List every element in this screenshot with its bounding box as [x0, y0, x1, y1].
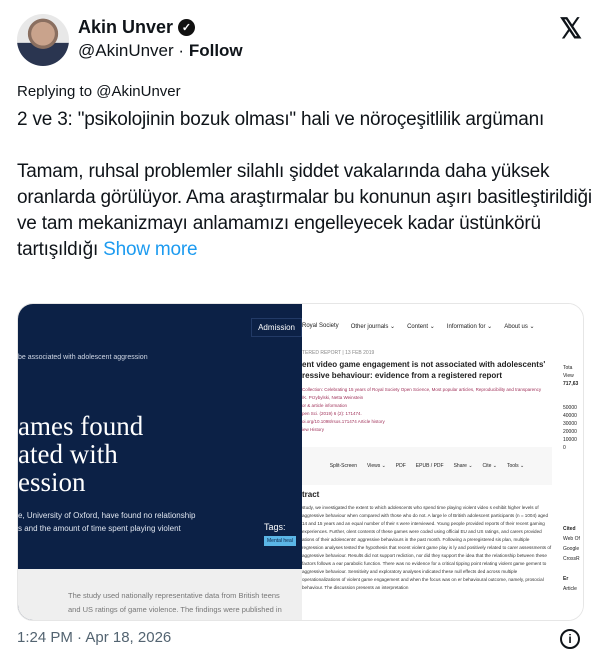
tags-label: Tags:	[264, 522, 286, 532]
replying-to[interactable]: Replying to @AkinUnver	[17, 83, 181, 100]
tweet-media[interactable]	[17, 303, 584, 621]
oxford-news-screenshot	[18, 304, 302, 621]
tweet-paragraph: Tamam, ruhsal problemler silahlı şiddet vakalarında daha yüksek oranlarda görülüyor. Ama araştırmalar bu konunun aşırı basitleştirildiği ve tam mekanizmayı anlamamızı engelleyecek kadar üstünkörü tartışıldığı Show more	[17, 161, 592, 260]
article-toolbar: Split-Screen Views ⌄ PDF EPUB / PDF Share ⌄ Cite ⌄ Tools ⌄	[302, 447, 552, 485]
author-handle-line: @AkinUnver · Follow	[78, 41, 243, 60]
tweet-text	[17, 107, 595, 263]
show-more-link[interactable]: Show more	[103, 239, 198, 260]
tag-badge: Mental heal	[264, 536, 296, 546]
x-logo-icon[interactable]: 𝕏	[559, 13, 582, 44]
avatar[interactable]	[17, 14, 69, 66]
headline: ames found ated with ession	[18, 411, 144, 497]
timestamp[interactable]: 1:24 PM · Apr 18, 2026	[17, 629, 172, 646]
tweet-paragraph: 2 ve 3: "psikolojinin bozuk olması" hali ve nöroçeşitlilik argümanı	[17, 109, 545, 130]
article-kicker: TERED REPORT | 13 FEB 2019	[302, 350, 375, 356]
admissions-button: Admission	[251, 318, 302, 337]
article-title: ent video game engagement is not associated with adolescents' ressive behaviour: evidence from a registered report	[302, 360, 546, 380]
verified-badge-icon: ✓	[178, 19, 195, 36]
breadcrumb: be associated with adolescent aggression	[18, 354, 148, 361]
abstract-heading: tract	[302, 490, 320, 499]
author-handle[interactable]: @AkinUnver	[78, 41, 174, 60]
follow-button[interactable]: Follow	[188, 41, 243, 60]
info-icon[interactable]: i	[560, 629, 580, 649]
author-name[interactable]: Akin Unver ✓	[78, 17, 195, 38]
cited-panel: Cited Web Of Google CrossR Er Article	[563, 526, 580, 592]
views-panel: Tota View 717,63 50000 40000 30000 20000 10000 0	[563, 365, 579, 451]
journal-screenshot	[302, 304, 584, 621]
article-intro: The study used nationally representative data from British teens and US ratings of game violence. The findings were published in	[18, 569, 302, 621]
article-meta: Collection: Celebrating 15 years of Royal Society Open Science, Most popular articles, Reproducibility and transparency /K. Przybylski, Netta Weinstein or & article information pen Sci. (2019) 6 (2): 171474. oi.org/10.1098/rsos.171474 Article history iew History	[302, 387, 542, 432]
abstract-text: study, we investigated the extent to which adolescents who spend time playing violent video s exhibit higher levels of aggressive behaviour when compared with those who do not. A large le of British adolescent participants (n = 1004) aged 14 and 15 years and an equal number of their s were interviewed. Young people provided reports of their recent gaming experiences. Further, olent contents of these games were coded using official EU and US ratings, and carers provided ations of their adolescents' aggressive behaviours in the past month. Following a preregistered sis plan, multiple regression analyses tested the hypothesis that recent violent game play is ly and positively related to carer assessments of aggressive behaviour. Results did not support rediction, nor did they support the idea that the relationship between these factors follows a ear parabolic function. There was no evidence for a critical tipping point relating violent game gement to aggressive behaviour. Sensitivity and exploratory analyses indicated these null effects ded across multiple operationalizations of violent game engagement and when the focus was on er behavioural outcome, namely, prosocial behaviour. The discussion presents an interpretation	[302, 505, 552, 590]
lede: e, University of Oxford, have found no relationship s and the amount of time spent playing violent	[18, 511, 196, 533]
journal-nav: Royal Society Other journals ⌄ Content ⌄ Information for ⌄ About us ⌄	[302, 323, 535, 330]
